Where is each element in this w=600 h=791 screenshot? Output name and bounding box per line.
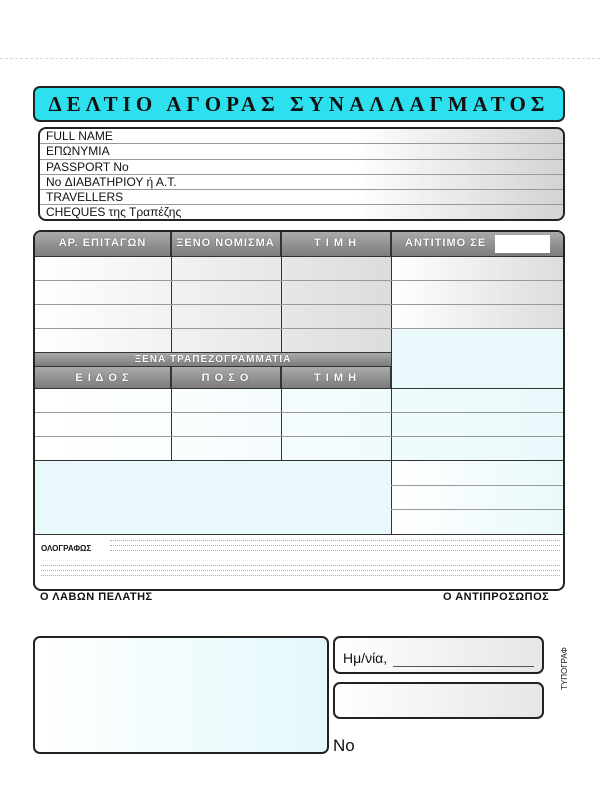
customer-info-box [38, 127, 565, 221]
header-cheque-number: ΑΡ. ΕΠΙΤΑΓΩΝ [35, 232, 171, 256]
date-line[interactable] [393, 666, 534, 667]
stamp-area[interactable] [33, 636, 329, 754]
transaction-table [33, 230, 565, 591]
banknotes-header: ΞΕΝΑ ΤΡΑΠΕΖΟΓΡΑΜΜΑΤΙΑ [35, 352, 391, 366]
amount-in-words-label: ΟΛΟΓΡΑΦΩΣ [41, 544, 92, 553]
equivalent-subtotal [391, 328, 565, 388]
equivalent-rows [391, 256, 565, 328]
full-name-field[interactable]: FULL NAME [40, 129, 563, 144]
currency-input[interactable] [495, 235, 550, 253]
customer-signature-label: Ο ΛΑΒΩΝ ΠΕΛΑΤΗΣ [40, 591, 153, 603]
form-title: ΔΕΛΤΙΟ ΑΓΟΡΑΣ ΣΥΝΑΛΛΑΓΜΑΤΟΣ [33, 86, 565, 122]
passport-field[interactable]: PASSPORT No [40, 160, 563, 175]
cheques-field[interactable]: CHEQUES της Τραπέζης [46, 205, 182, 220]
totals-rows [391, 460, 565, 534]
header-type: Ε Ι Δ Ο Σ [35, 366, 171, 388]
amount-in-words-field[interactable] [110, 536, 560, 556]
printer-label [546, 610, 560, 650]
cut-line [0, 58, 600, 59]
number-box[interactable] [333, 682, 544, 719]
notes-area[interactable] [35, 460, 391, 534]
header-price: Τ Ι Μ Η [281, 232, 391, 256]
company-name-field[interactable]: ΕΠΩΝΥΜΙΑ [40, 144, 563, 159]
travellers-field[interactable]: TRAVELLERS [40, 190, 563, 205]
representative-signature-label: Ο ΑΝΤΙΠΡΟΣΩΠΟΣ [443, 591, 550, 603]
header-amount: Π Ο Σ Ο [171, 366, 281, 388]
banknote-rows [35, 388, 565, 460]
printer-text: ΤΥΠΟΓΡΑΦ [560, 647, 569, 690]
number-label: No [333, 736, 355, 755]
date-label: Ημ/νία, [343, 650, 388, 666]
header-foreign-currency: ΞΕΝΟ ΝΟΜΙΣΜΑ [171, 232, 281, 256]
date-box [333, 636, 544, 674]
header-equivalent-label: ΑΝΤΙΤΙΜΟ ΣΕ [405, 237, 487, 249]
header-banknote-price: Τ Ι Μ Η [281, 366, 391, 388]
id-number-field[interactable]: No ΔΙΑΒΑΤΗΡΙΟΥ ή Α.Τ. [40, 175, 563, 190]
